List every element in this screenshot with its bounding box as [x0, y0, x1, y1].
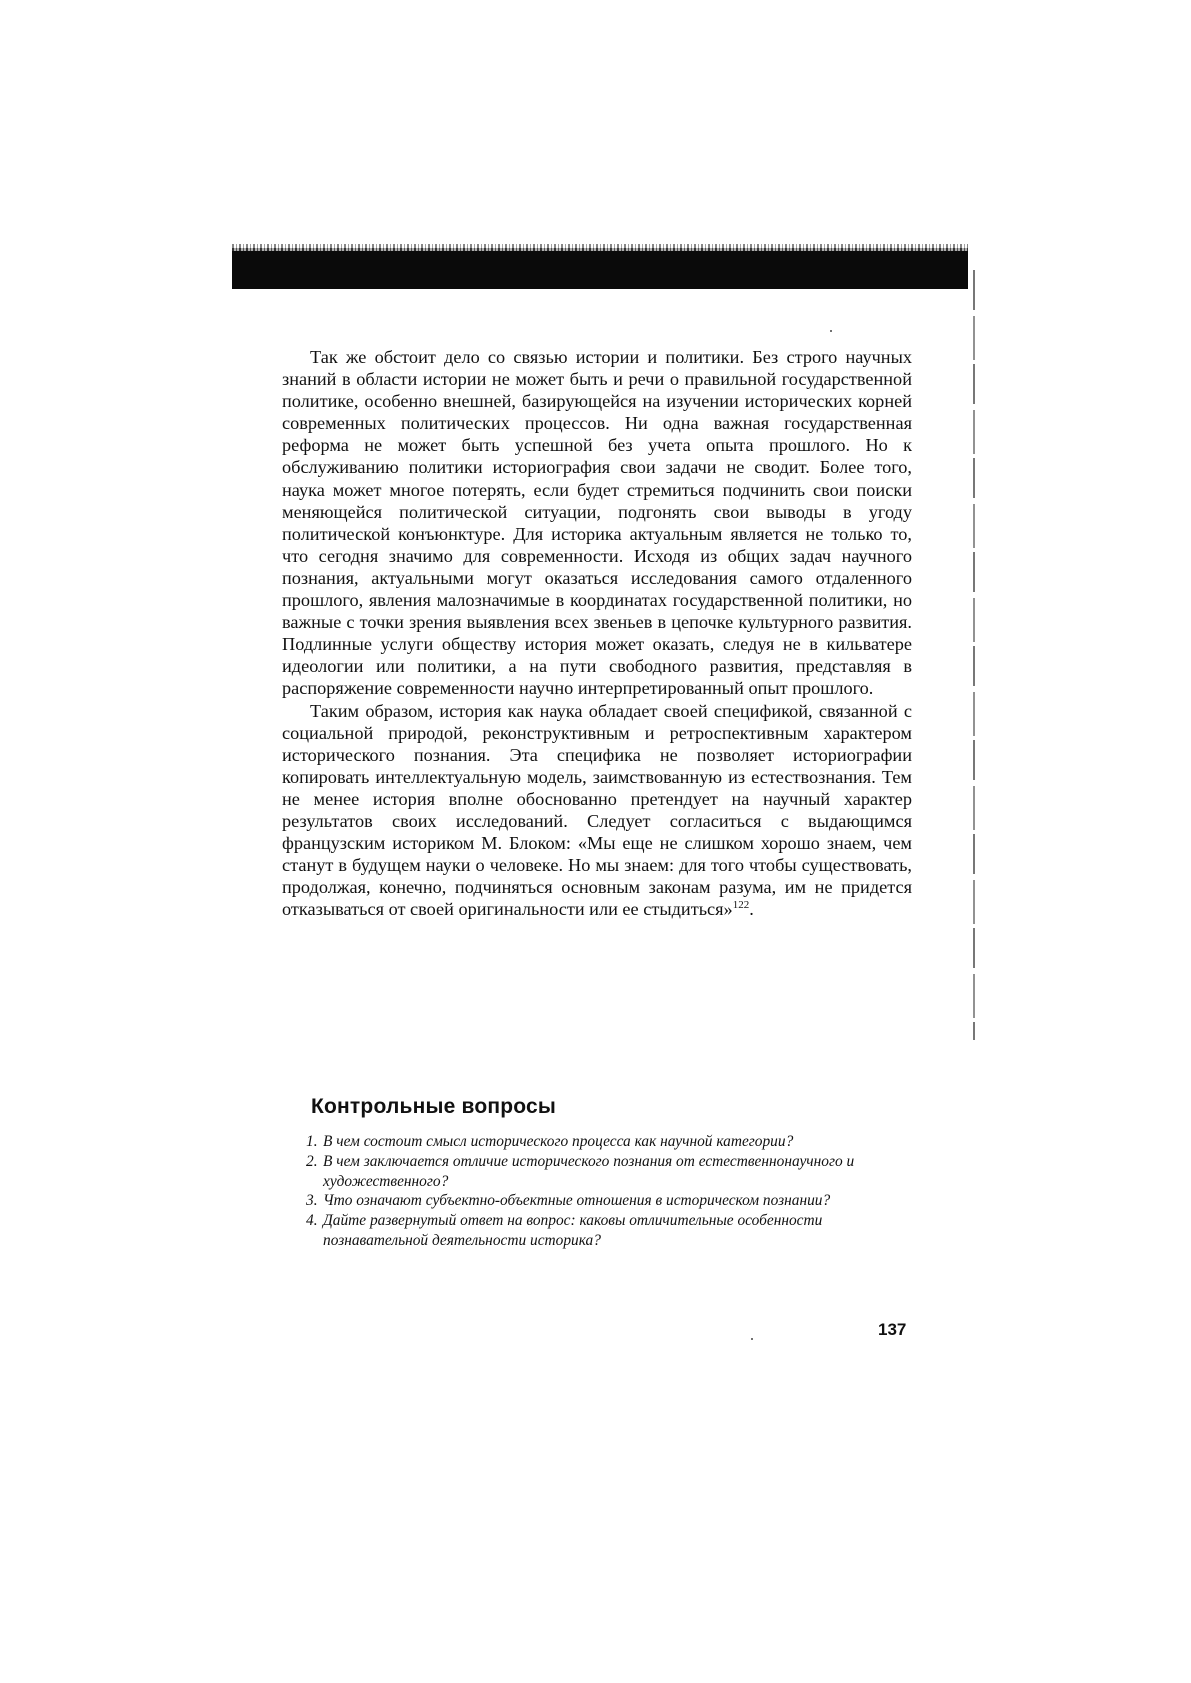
question-text: В чем состоит смысл исторического процесса как научной категории? [323, 1133, 794, 1150]
paragraph-conclusion-text: Таким образом, история как наука обладает своей спецификой, связанной с социальной природой, реконструктивным и ретроспективным характером исторического познания. Эта специфика не позволяет историографии копировать интеллектуальную модель, заимствованную из естествознания. Тем не менее история вполне обоснованно претендует на научный характер результатов своих исследований. Следует согласиться с выдающимся французским историком М. Блоком: «Мы еще не слишком хорошо знаем, чем станут в будущем науки о человеке. Но мы знаем: для того чтобы существовать, продолжая, конечно, подчиняться основным законам разума, им не придется отказываться от своей оригинальности или ее стыдиться» [282, 700, 912, 920]
page-number: 137 [878, 1320, 907, 1339]
question-item [306, 1211, 918, 1251]
question-number: 2. [306, 1152, 318, 1170]
paragraph-conclusion: Таким образом, история как наука обладает своей спецификой, связанной с социальной природой, реконструктивным и ретроспективным характером исторического познания. Эта специфика не позволяет историографии копировать интеллектуальную модель, заимствованную из естествознания. Тем не менее история вполне обоснованно претендует на научный характер результатов своих исследований. Следует согласиться с выдающимся французским историком М. Блоком: «Мы еще не слишком хорошо знаем, чем станут в будущем науки о человеке. Но мы знаем: для того чтобы существовать, продолжая, конечно, подчиняться основным законам разума, им не придется отказываться от своей оригинальности или ее стыдиться»$^{122}$. [282, 700, 912, 920]
questions-heading: Контрольные вопросы [311, 1095, 557, 1118]
scan-speck [830, 330, 832, 332]
question-number: 4. [306, 1212, 318, 1230]
question-number: 1. [306, 1133, 318, 1150]
scan-speck [751, 1338, 753, 1340]
question-text: В чем заключается отличие исторического познания от естественнонаучного и художественного? [323, 1152, 855, 1190]
question-item [306, 1191, 918, 1211]
page-edge-rule [973, 270, 975, 1040]
paragraph-history-politics: Так же обстоит дело со связью истории и политики. Без строго научных знаний в области истории не может быть и речи о правильной государственной политике, особенно внешней, базирующейся на изучении исторических корней современных политических процессов. Ни одна важная государственная реформа не может быть успешной без учета опыта прошлого. Но к обслуживанию политики историография свои задачи не сводит. Более того, наука может многое потерять, если будет стремиться подчинить свои поиски меняющейся политической ситуации, подгонять свои выводы в угоду политической конъюнктуре. Для историка актуальным является не только то, что сегодня значимо для современности. Исходя из общих задач научного познания, актуальными могут оказаться исследования самого отдаленного прошлого, явления малозначимые в координатах государственной политики, но важные с точки зрения выявления всех звеньев в цепочке культурного развития. Подлинные услуги обществу история может оказать, следуя не в кильватере идеологии или политики, а на пути свободного развития, представляя в распоряжение современности научно интерпретированный опыт прошлого. [282, 347, 912, 699]
footnote-reference: 122 [732, 899, 750, 912]
question-text: Дайте развернутый ответ на вопрос: каковы отличительные особенности познавательной деятельности историка? [323, 1212, 823, 1249]
question-text: Что означают субъектно-объектные отношения в историческом познании? [323, 1192, 831, 1210]
running-header-bar [232, 248, 968, 289]
question-number: 3. [306, 1192, 318, 1210]
question-item [306, 1132, 918, 1152]
question-item [306, 1152, 918, 1192]
main-text [282, 346, 912, 920]
questions-list [306, 1132, 918, 1251]
